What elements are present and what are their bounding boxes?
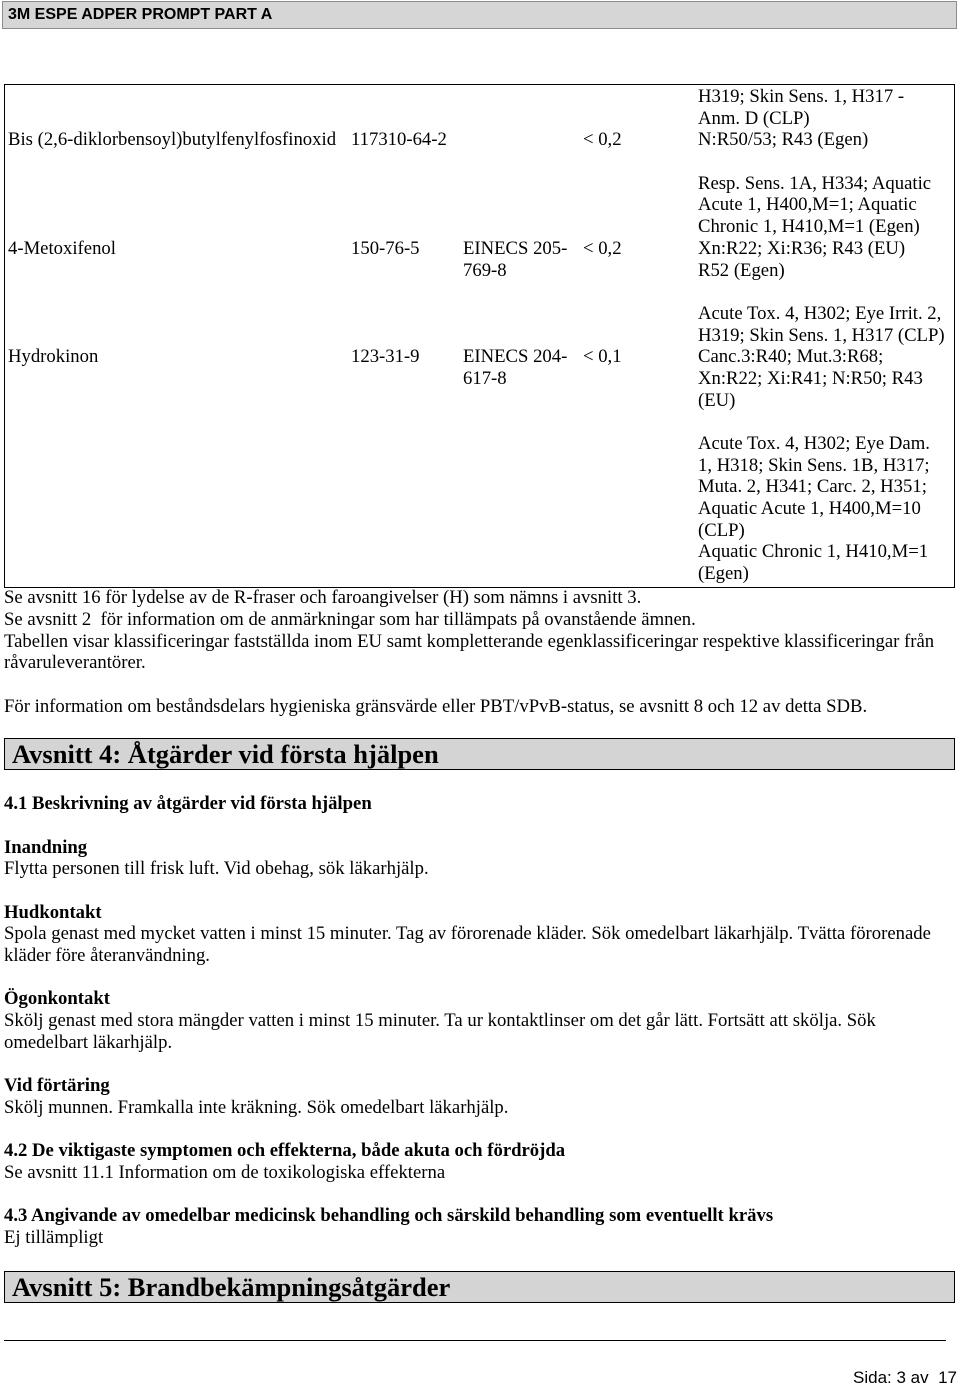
section-5-heading — [4, 1271, 955, 1303]
classification-line: N:R50/53; R43 (Egen) — [698, 129, 869, 151]
route-text: Skölj munnen. Framkalla inte kräkning. Sök omedelbart läkarhjälp. — [4, 1096, 509, 1118]
classification-line: H319; Skin Sens. 1, H317 (CLP) — [698, 324, 945, 346]
first-aid-skin — [4, 902, 931, 967]
subsection-title: 4.2 De viktigaste symptomen och effekterna, både akuta och fördröjda — [4, 1140, 566, 1162]
table-row — [5, 86, 954, 151]
classification-line: Acute Tox. 4, H302; Eye Dam. — [698, 433, 930, 454]
composition-table — [4, 84, 955, 588]
subsection-title: 4.3 Angivande av omedelbar medicinsk behandling och särskild behandling som eventuellt krävs — [4, 1205, 774, 1227]
concentration: < 0,2 — [583, 129, 622, 151]
classification-line: Muta. 2, H341; Carc. 2, H351; — [698, 476, 927, 498]
classification-line: Anm. D (CLP) — [698, 107, 810, 129]
section-4-body — [4, 793, 931, 1248]
ec-number-line: EINECS 204- — [463, 346, 568, 368]
note-line: Se avsnitt 2 för information om de anmärkningar som har tillämpats på ovanstående ämnen. — [4, 608, 696, 630]
first-aid-inhalation — [4, 837, 931, 880]
substance-name: Hydrokinon — [8, 346, 99, 368]
classification-line: (EU) — [698, 389, 736, 411]
note-line: råvaruleverantörer. — [4, 652, 146, 674]
note-line: Tabellen visar klassificeringar fastställda inom EU samt kompletterande egenklassificeringar respektive klassificeringar från — [4, 630, 935, 652]
classification — [698, 86, 954, 151]
table-row — [5, 173, 954, 281]
classification-line: Aquatic Acute 1, H400,M=10 — [698, 498, 921, 520]
subsection-4-2 — [4, 1140, 931, 1183]
classification-line: Chronic 1, H410,M=1 (Egen) — [698, 216, 920, 238]
limit-values-note: För information om beståndsdelars hygieniska gränsvärde eller PBT/vPvB-status, se avsnitt 8 och 12 av detta SDB. — [4, 695, 868, 717]
subsection-4-3 — [4, 1205, 931, 1248]
classification-line: Aquatic Chronic 1, H410,M=1 — [698, 541, 929, 563]
classification-line: Canc.3:R40; Mut.3:R68; — [698, 346, 884, 368]
classification — [698, 433, 954, 585]
route-text: Spola genast med mycket vatten i minst 15 minuter. Tag av förorenade kläder. Sök omedelbart läkarhjälp. Tvätta förorenade — [4, 923, 931, 945]
subsection-text: Ej tillämpligt — [4, 1226, 104, 1248]
classification-line: (Egen) — [698, 563, 749, 585]
substance-name: 4-Metoxifenol — [8, 237, 116, 259]
classification-line: R52 (Egen) — [698, 259, 785, 281]
subsection-text: Se avsnitt 11.1 Information om de toxikologiska effekterna — [4, 1161, 446, 1183]
route-text: Flytta personen till frisk luft. Vid obehag, sök läkarhjälp. — [4, 858, 429, 880]
first-aid-ingestion — [4, 1075, 931, 1118]
subsection-title: 4.1 Beskrivning av åtgärder vid första hjälpen — [4, 793, 372, 815]
route-text: kläder före återanvändning. — [4, 945, 210, 966]
section-title: Avsnitt 4: Åtgärder vid första hjälpen — [12, 739, 439, 769]
classification-line: H319; Skin Sens. 1, H317 - — [698, 86, 905, 107]
document-header — [2, 1, 957, 29]
product-title: 3M ESPE ADPER PROMPT PART A — [8, 6, 273, 23]
first-aid-eyes — [4, 988, 931, 1053]
route-text: Skölj genast med stora mängder vatten i minst 15 minuter. Ta ur kontaktlinser om det går lätt. Fortsätt att skölja. Sök — [4, 1010, 876, 1032]
page-number: Sida: 3 av 17 — [853, 1368, 957, 1387]
table-row — [5, 433, 954, 585]
classification-line: Acute 1, H400,M=1; Aquatic — [698, 194, 917, 216]
route-label: Ögonkontakt — [4, 988, 110, 1010]
section-title: Avsnitt 5: Brandbekämpningsåtgärder — [12, 1272, 451, 1302]
ec-number-line: EINECS 205- — [463, 237, 568, 259]
cas-number: 123-31-9 — [351, 346, 420, 368]
ec-number-line: 769-8 — [463, 259, 507, 281]
ec-number — [463, 238, 567, 281]
section-4-heading — [4, 738, 955, 770]
classification-line: Xn:R22; Xi:R36; R43 (EU) — [698, 237, 906, 259]
footer-divider — [4, 1340, 946, 1341]
route-label: Inandning — [4, 836, 88, 858]
concentration: < 0,1 — [583, 346, 622, 368]
route-label: Vid förtäring — [4, 1075, 110, 1097]
classification-line: Acute Tox. 4, H302; Eye Irrit. 2, — [698, 302, 942, 324]
ec-number-line: 617-8 — [463, 367, 507, 389]
classification-line: (CLP) — [698, 519, 745, 541]
ec-number — [463, 346, 567, 389]
concentration: < 0,2 — [583, 237, 622, 259]
note-line: Se avsnitt 16 för lydelse av de R-fraser och faroangivelser (H) som nämns i avsnitt 3. — [4, 587, 642, 609]
cas-number: 150-76-5 — [351, 237, 420, 259]
cas-number: 117310-64-2 — [351, 129, 447, 151]
route-label: Hudkontakt — [4, 901, 102, 923]
classification — [698, 303, 954, 411]
table-row — [5, 303, 954, 411]
classification-line: 1, H318; Skin Sens. 1B, H317; — [698, 454, 930, 476]
table-notes — [4, 587, 934, 717]
route-text: omedelbart läkarhjälp. — [4, 1031, 173, 1053]
classification — [698, 173, 954, 281]
classification-line: Xn:R22; Xi:R41; N:R50; R43 — [698, 367, 923, 389]
substance-name: Bis (2,6-diklorbensoyl)butylfenylfosfinoxid — [8, 129, 337, 151]
classification-line: Resp. Sens. 1A, H334; Aquatic — [698, 172, 932, 194]
